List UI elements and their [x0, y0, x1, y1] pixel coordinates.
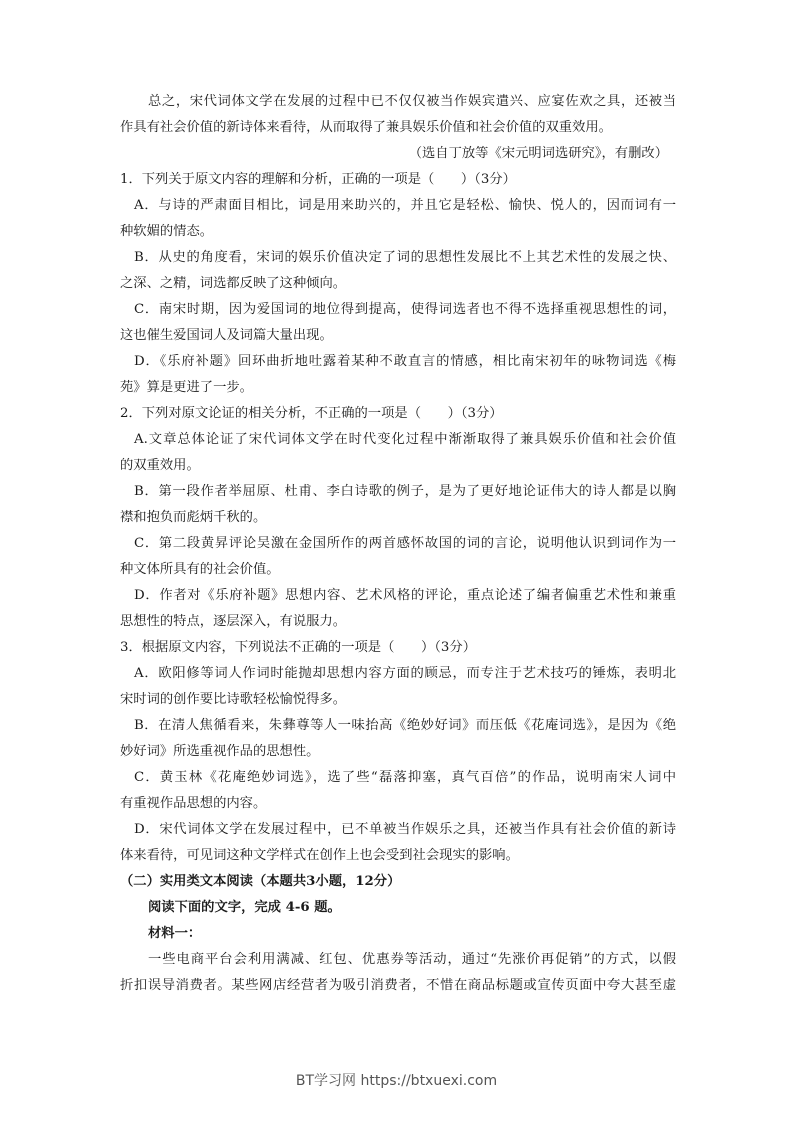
- option-line: 有重视作品思想的内容。: [120, 796, 267, 811]
- option-line: D．作者对《乐府补题》思想内容、艺术风格的评论，重点论述了编者偏重艺术性和兼重: [134, 588, 676, 603]
- option-line: A．欧阳修等词人作词时能抛却思想内容方面的顾忌，而专注于艺术技巧的锤炼，表明北: [134, 666, 676, 681]
- option-line: A．与诗的严肃面目相比，词是用来助兴的，并且它是轻松、愉快、悦人的，因而词有一: [134, 198, 676, 213]
- option-line: 襟和抱负而彪炳千秋的。: [120, 510, 267, 525]
- option-line: D．宋代词体文学在发展过程中，已不单被当作娱乐之具，还被当作具有社会价值的新诗: [134, 822, 676, 837]
- question-stem: 1．下列关于原文内容的理解和分析，正确的一项是（ ）（3分）: [120, 172, 516, 187]
- paragraph-line: 总之，宋代词体文学在发展的过程中已不仅仅被当作娱宾遣兴、应宴佐欢之具，还被当: [148, 94, 676, 109]
- page-footer: BT学习网 https://btxuexi.com: [295, 1073, 498, 1089]
- paragraph-line: 一些电商平台会利用满减、红包、优惠券等活动，通过“先涨价再促销”的方式，以假: [148, 952, 676, 967]
- paragraph-line: 作具有社会价值的新诗体来看待，从而取得了兼具娱乐价值和社会价值的双重效用。: [120, 120, 612, 135]
- option-line: 体来看待，可见词这种文学样式在创作上也会受到社会现实的影响。: [120, 848, 519, 863]
- question-stem: 2．下列对原文论证的相关分析，不正确的一项是（ ）（3分）: [120, 406, 503, 421]
- option-line: 思想性的特点，逐层深入，有说服力。: [120, 614, 347, 629]
- option-line: 苑》算是更进了一步。: [120, 380, 253, 395]
- question-stem: 3．根据原文内容，下列说法不正确的一项是（ ）（3分）: [120, 640, 476, 655]
- option-line: 种文体所具有的社会价值。: [120, 562, 280, 577]
- option-line: 种软媚的情态。: [120, 224, 214, 239]
- option-line: C．黄玉林《花庵绝妙词选》，选了些“磊落抑塞，真气百倍”的作品，说明南宋人词中: [134, 770, 676, 785]
- section-heading: （二）实用类文本阅读（本题共3小题，12分）: [120, 874, 401, 889]
- paragraph-line: 折扣误导消费者。某些网店经营者为吸引消费者，不惜在商品标题或宣传页面中夸大甚至虚: [120, 978, 676, 993]
- option-line: B．在清人焦循看来，朱彝尊等人一味抬高《绝妙好词》而压低《花庵词选》，是因为《绝: [134, 718, 676, 733]
- option-line: B．第一段作者举屈原、杜甫、李白诗歌的例子，是为了更好地论证伟大的诗人都是以胸: [134, 484, 676, 499]
- option-line: D．《乐府补题》回环曲折地吐露着某种不敢直言的情感，相比南宋初年的咏物词选《梅: [134, 354, 676, 369]
- option-line: 宋时词的创作要比诗歌轻松愉悦得多。: [120, 692, 347, 707]
- option-line: 这也催生爱国词人及词篇大量出现。: [120, 328, 333, 343]
- option-line: C．第二段黄昇评论吴激在金国所作的两首感怀故国的词的言论，说明他认识到词作为一: [134, 536, 676, 551]
- option-line: C．南宋时期，因为爱国词的地位得到提高，使得词选者也不得不选择重视思想性的词，: [134, 302, 676, 317]
- option-line: A.文章总体论证了宋代词体文学在时代变化过程中渐渐取得了兼具娱乐价值和社会价值: [134, 432, 676, 447]
- option-line: 的双重效用。: [120, 458, 200, 473]
- option-line: B．从史的角度看，宋词的娱乐价值决定了词的思想性发展比不上其艺术性的发展之快、: [134, 250, 676, 265]
- option-line: 妙好词》所选重视作品的思想性。: [120, 744, 320, 759]
- instruction-line: 阅读下面的文字，完成 4-6 题。: [148, 900, 341, 915]
- option-line: 之深、之精，词选都反映了这种倾向。: [120, 276, 347, 291]
- material-label: 材料一：: [148, 926, 202, 941]
- source-citation: （选自丁放等《宋元明词选研究》，有删改）: [408, 146, 668, 161]
